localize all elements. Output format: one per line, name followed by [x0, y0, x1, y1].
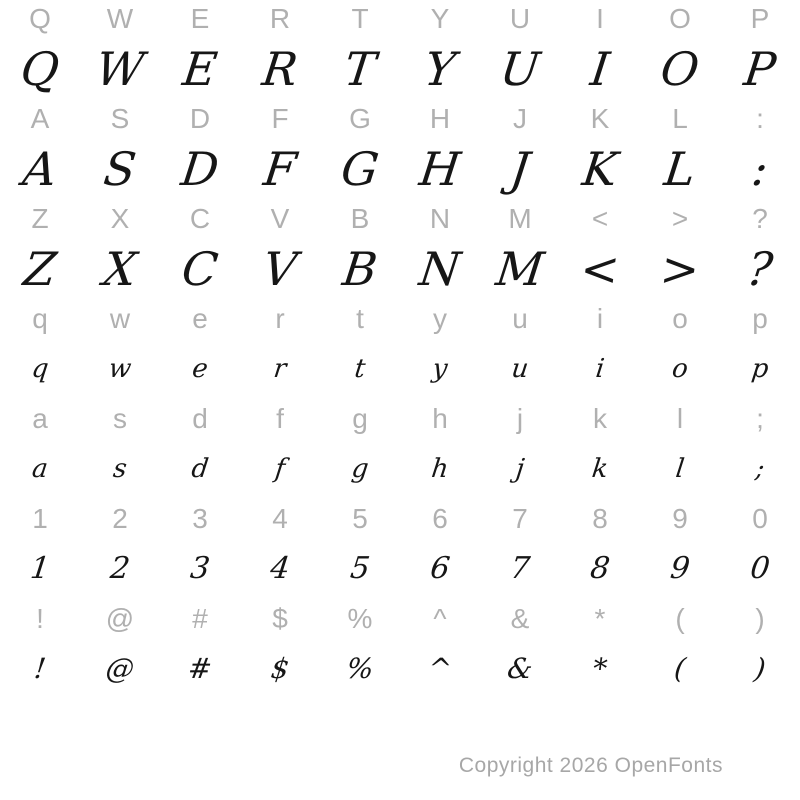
font-glyph: ! [32, 652, 48, 685]
reference-char: * [594, 603, 606, 634]
font-glyph: 0 [748, 551, 772, 586]
reference-char: # [192, 603, 208, 634]
reference-character-row [0, 2, 800, 36]
reference-char: X [110, 203, 130, 234]
reference-char: N [429, 203, 451, 234]
reference-char: W [106, 3, 134, 34]
font-glyph: i [593, 354, 606, 384]
font-glyph: g [349, 454, 371, 484]
reference-char: 2 [112, 503, 128, 534]
reference-char: P [750, 3, 770, 34]
font-glyph: u [509, 354, 531, 384]
font-glyph: C [179, 242, 221, 296]
character-row-pair [0, 402, 800, 502]
font-glyph: ? [744, 242, 776, 296]
reference-char: C [189, 203, 211, 234]
reference-char: d [192, 403, 208, 434]
copyright-text: Copyright 2026 OpenFonts [458, 754, 723, 777]
font-glyph: t [352, 354, 368, 384]
reference-char: p [752, 303, 768, 334]
font-glyph: T [341, 42, 379, 96]
reference-char: s [113, 403, 127, 434]
script-glyph-row [0, 36, 800, 102]
font-glyph: Q [17, 42, 63, 96]
character-row-pair [0, 202, 800, 302]
font-glyph: * [591, 652, 610, 685]
reference-char: $ [272, 603, 288, 634]
reference-char: I [596, 3, 604, 34]
reference-char: ; [756, 403, 764, 434]
font-glyph: & [505, 652, 535, 685]
font-glyph: H [416, 142, 464, 196]
script-glyph-row [0, 136, 800, 202]
font-glyph: ^ [426, 652, 454, 685]
font-glyph: 8 [588, 551, 612, 586]
script-glyph-row [0, 336, 800, 402]
script-glyph-row [0, 536, 800, 602]
reference-char: 0 [752, 503, 768, 534]
font-glyph: J [507, 142, 533, 196]
reference-char: ^ [433, 603, 447, 634]
font-glyph: e [190, 354, 210, 384]
reference-char: h [432, 403, 448, 434]
reference-char: 3 [192, 503, 208, 534]
font-glyph: V [260, 242, 300, 296]
reference-char: D [189, 103, 211, 134]
reference-character-row [0, 302, 800, 336]
font-glyph: h [429, 454, 451, 484]
font-glyph: E [179, 42, 221, 96]
reference-char: r [275, 303, 285, 334]
font-glyph: r [271, 354, 289, 384]
font-glyph: I [587, 42, 613, 96]
reference-char: % [347, 603, 373, 634]
reference-char: a [32, 403, 48, 434]
font-glyph: M [493, 242, 547, 296]
reference-character-row [0, 202, 800, 236]
font-glyph: f [273, 454, 287, 484]
font-glyph: K [579, 142, 621, 196]
reference-char: V [270, 203, 290, 234]
font-glyph: U [497, 42, 543, 96]
reference-char: ( [675, 603, 685, 634]
reference-character-row [0, 602, 800, 636]
font-glyph: P [741, 42, 779, 96]
reference-char: 4 [272, 503, 288, 534]
font-glyph: 9 [668, 551, 692, 586]
reference-char: U [509, 3, 531, 34]
font-glyph: 5 [348, 551, 372, 586]
font-glyph: O [657, 42, 703, 96]
reference-char: M [508, 203, 532, 234]
font-glyph: 3 [188, 551, 212, 586]
reference-char: 6 [432, 503, 448, 534]
reference-char: i [596, 303, 604, 334]
script-glyph-row [0, 436, 800, 502]
font-glyph: y [430, 354, 450, 384]
character-row-pair [0, 302, 800, 402]
reference-char: Y [430, 3, 450, 34]
font-glyph: : [748, 142, 772, 196]
font-glyph: 1 [28, 551, 52, 586]
font-glyph: k [590, 454, 610, 484]
reference-char: e [192, 303, 208, 334]
font-glyph: a [30, 454, 50, 484]
reference-char: g [352, 403, 368, 434]
reference-char: l [676, 403, 684, 434]
font-glyph: L [661, 142, 699, 196]
font-glyph: 7 [508, 551, 532, 586]
reference-char: 8 [592, 503, 608, 534]
reference-char: T [351, 3, 369, 34]
character-row-pair [0, 2, 800, 102]
reference-char: t [356, 303, 364, 334]
reference-char: K [590, 103, 610, 134]
reference-char: @ [105, 603, 135, 634]
reference-char: & [510, 603, 530, 634]
font-glyph: w [107, 354, 133, 384]
reference-char: E [190, 3, 210, 34]
font-glyph: < [577, 242, 623, 296]
font-glyph: R [259, 42, 301, 96]
character-row-pair [0, 502, 800, 602]
reference-char: 5 [352, 503, 368, 534]
font-glyph: A [20, 142, 60, 196]
font-glyph: 2 [108, 551, 132, 586]
font-glyph: 6 [428, 551, 452, 586]
reference-character-row [0, 402, 800, 436]
font-glyph: ( [672, 652, 688, 685]
reference-char: ? [752, 203, 768, 234]
reference-char: J [513, 103, 527, 134]
reference-char: 1 [32, 503, 48, 534]
font-glyph: o [670, 354, 690, 384]
reference-char: Z [31, 203, 49, 234]
font-glyph: d [189, 454, 211, 484]
font-glyph: X [100, 242, 140, 296]
reference-char: ) [755, 603, 765, 634]
character-row-pair [0, 602, 800, 702]
font-glyph: ) [752, 652, 768, 685]
reference-char: B [350, 203, 370, 234]
reference-char: > [671, 203, 689, 234]
reference-char: R [269, 3, 291, 34]
font-glyph: B [339, 242, 381, 296]
font-glyph: G [338, 142, 382, 196]
font-glyph: ; [753, 454, 767, 484]
reference-char: k [593, 403, 607, 434]
font-glyph: F [260, 142, 300, 196]
reference-char: < [591, 203, 609, 234]
font-glyph: N [416, 242, 464, 296]
font-glyph: Z [20, 242, 60, 296]
reference-char: q [32, 303, 48, 334]
font-glyph: @ [104, 652, 137, 685]
font-glyph: > [657, 242, 703, 296]
reference-char: f [276, 403, 284, 434]
script-glyph-row [0, 236, 800, 302]
font-glyph: % [344, 652, 376, 685]
font-glyph: 4 [268, 551, 292, 586]
reference-char: ! [36, 603, 44, 634]
font-glyph: Y [421, 42, 459, 96]
reference-char: : [756, 103, 764, 134]
font-glyph: W [93, 42, 147, 96]
font-glyph: S [100, 142, 140, 196]
reference-character-row [0, 502, 800, 536]
reference-char: 7 [512, 503, 528, 534]
reference-char: S [110, 103, 130, 134]
font-glyph: $ [269, 652, 291, 685]
reference-char: L [672, 103, 688, 134]
reference-char: G [349, 103, 371, 134]
reference-char: y [433, 303, 447, 334]
font-glyph: l [673, 454, 686, 484]
font-glyph: # [186, 652, 214, 685]
reference-char: F [271, 103, 289, 134]
reference-char: u [512, 303, 528, 334]
reference-char: O [669, 3, 691, 34]
reference-char: H [429, 103, 451, 134]
font-glyph: s [111, 454, 129, 484]
reference-character-row [0, 102, 800, 136]
reference-char: A [30, 103, 50, 134]
reference-char: j [516, 403, 524, 434]
script-glyph-row [0, 636, 800, 702]
reference-char: Q [29, 3, 51, 34]
character-row-pair [0, 102, 800, 202]
font-glyph: D [178, 142, 222, 196]
reference-char: 9 [672, 503, 688, 534]
reference-char: w [109, 303, 131, 334]
reference-char: o [672, 303, 688, 334]
font-glyph: p [749, 354, 771, 384]
font-glyph: j [514, 454, 526, 484]
font-glyph: q [29, 354, 51, 384]
